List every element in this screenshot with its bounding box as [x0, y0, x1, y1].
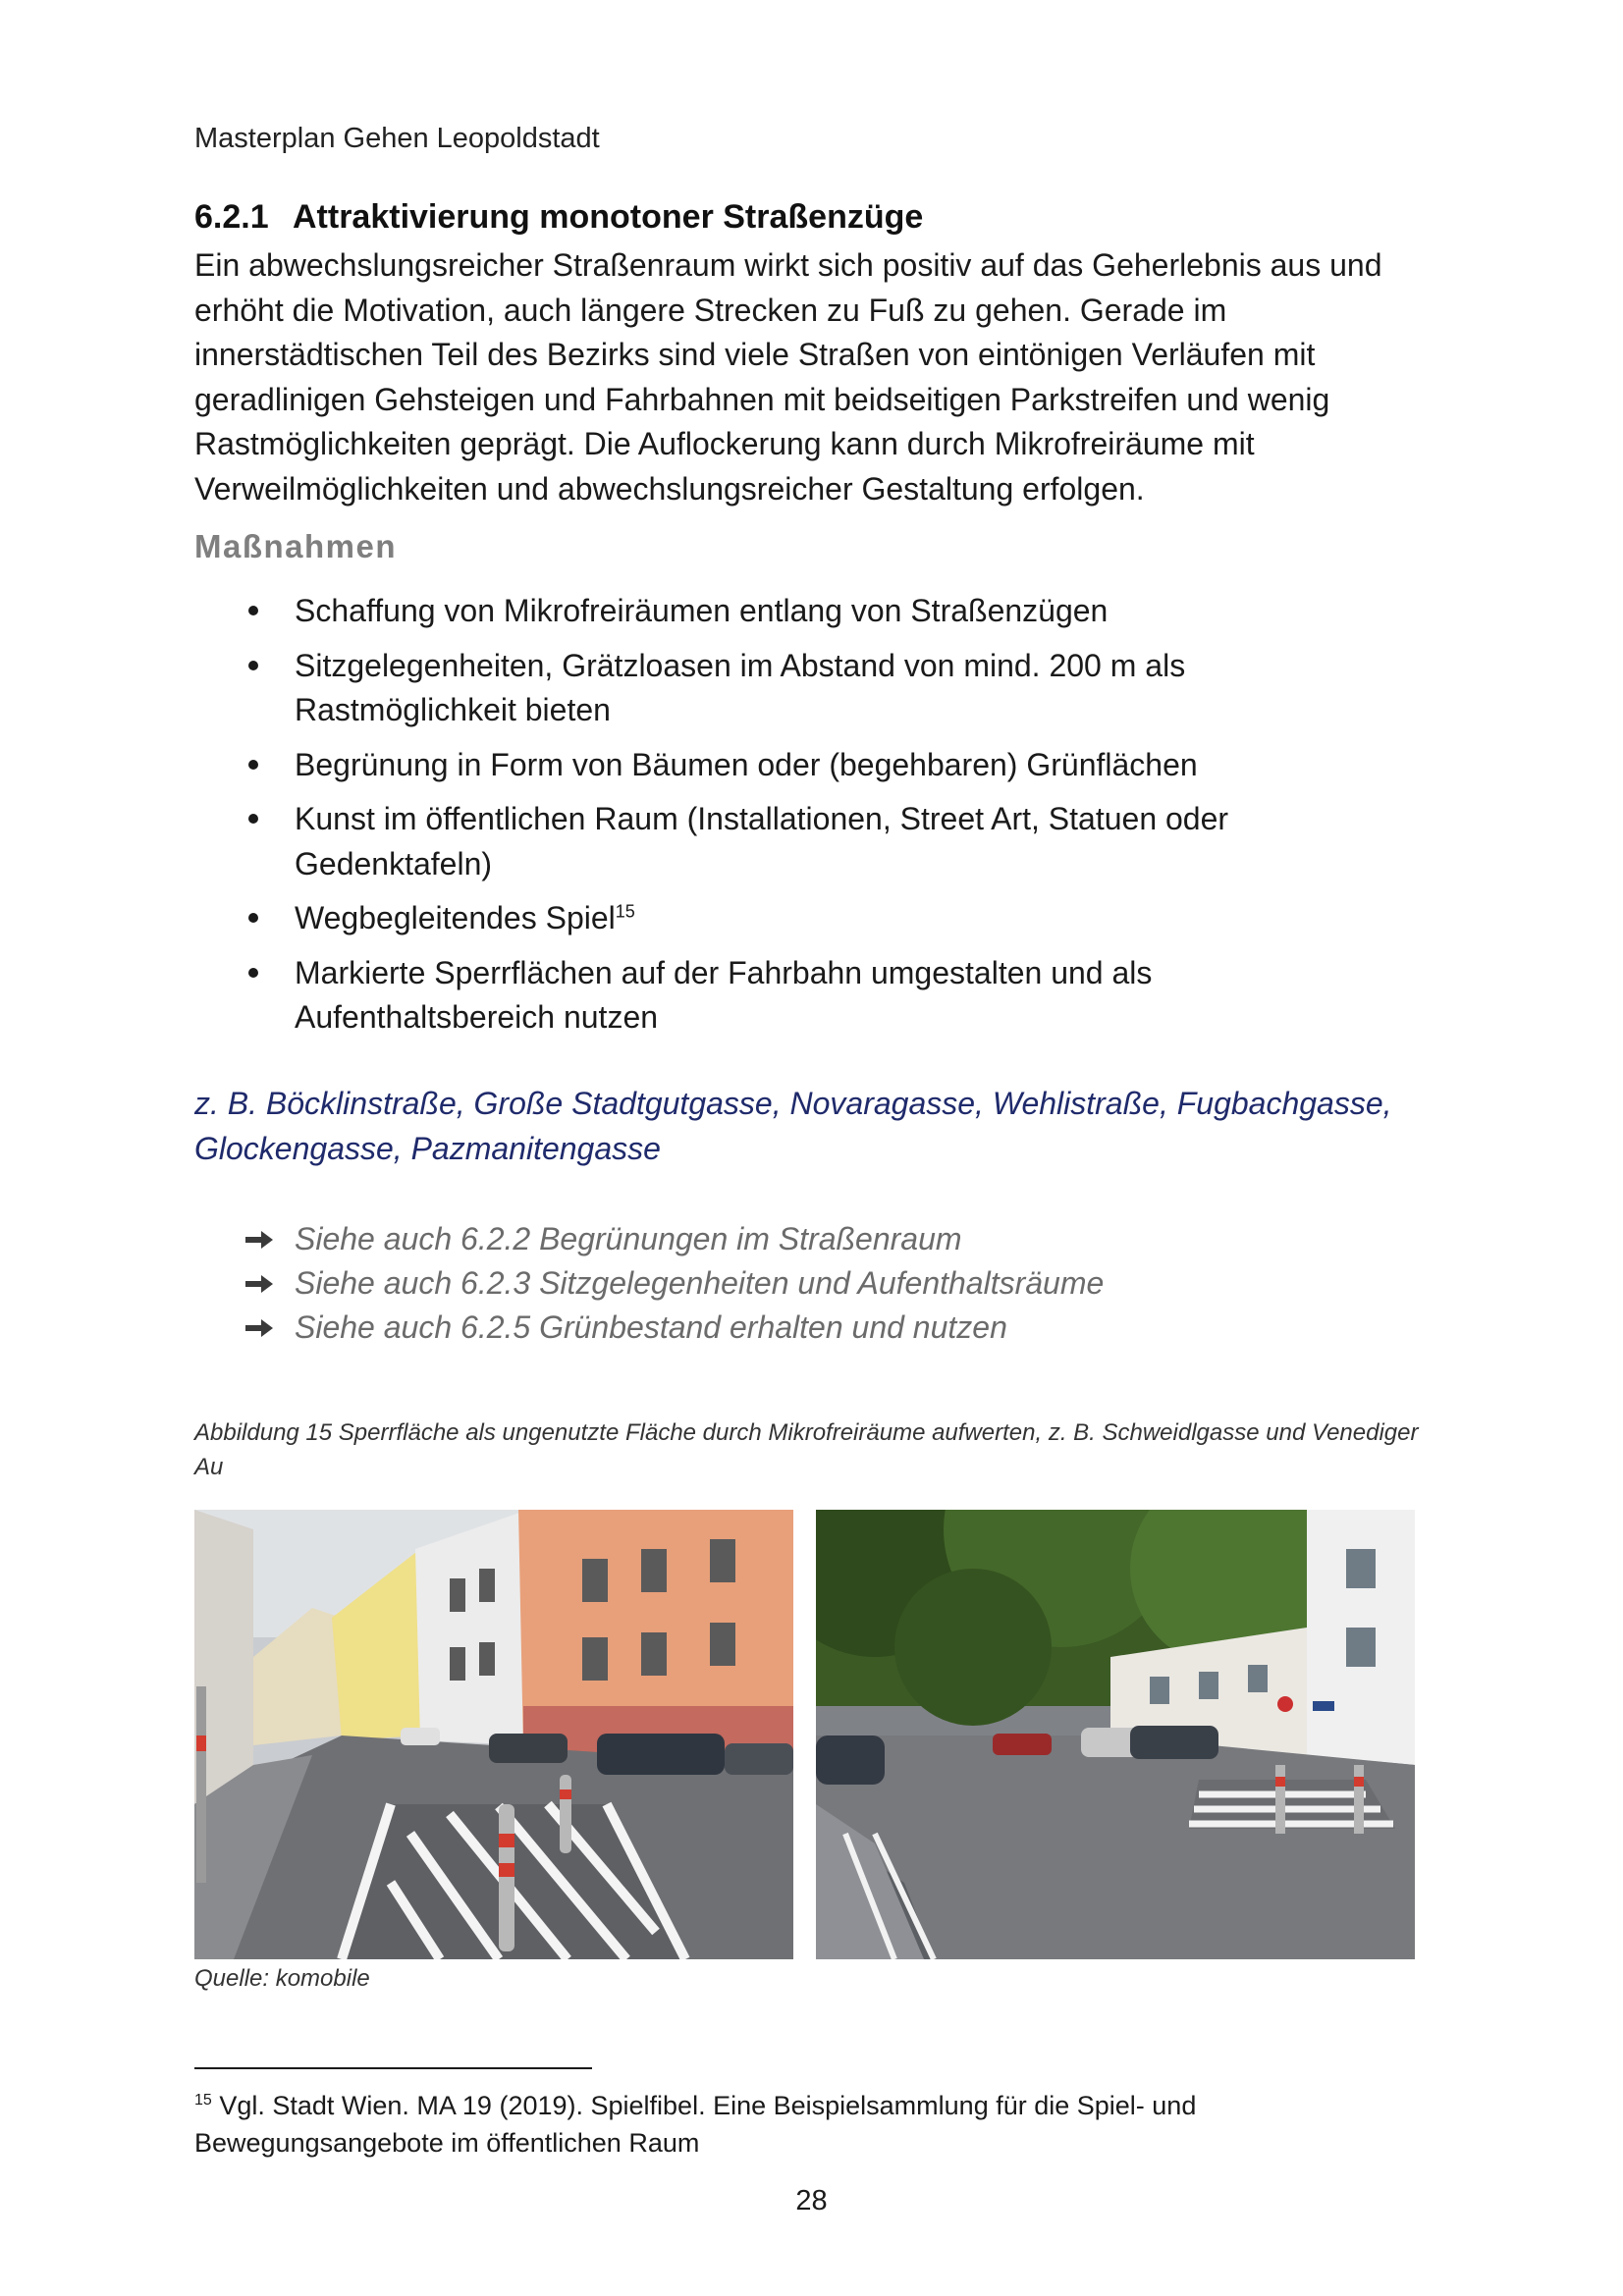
- list-item: Sitzgelegenheiten, Grätzloasen im Abstand von mind. 200 m als Rastmöglichkeit bieten: [194, 644, 1373, 733]
- street-examples: z. B. Böcklinstraße, Große Stadtgutgasse, Novaragasse, Wehlistraße, Fugbachgasse, Glockengasse, Pazmanitengasse: [194, 1086, 1392, 1166]
- list-item: Markierte Sperrflächen auf der Fahrbahn umgestalten und als Aufenthaltsbereich nutzen: [194, 951, 1373, 1041]
- list-item: Wegbegleitendes Spiel$^{15}$: [194, 896, 1373, 941]
- cross-reference-item[interactable]: Siehe auch 6.2.2 Begrünungen im Straßenraum: [194, 1217, 1104, 1261]
- arrow-right-icon: [244, 1318, 274, 1338]
- page-number: 28: [795, 2185, 828, 2216]
- bullet-icon: [248, 661, 258, 670]
- street-photo-right: [816, 1510, 1415, 1959]
- list-item: Schaffung von Mikrofreiräumen entlang von Straßenzügen: [194, 589, 1373, 634]
- intro-paragraph: Ein abwechslungsreicher Straßenraum wirkt sich positiv auf das Geherlebnis aus und erhöht die Motivation, auch längere Strecken zu Fuß zu gehen. Gerade im innerstädtischen Teil des Bezirks sind viele Straßen von eintönigen Verläufen mit geradlinigen Gehsteigen und Fahrbahnen mit beidseitigen Parkstreifen und wenig Rastmöglichkeiten geprägt. Die Auflockerung kann durch Mikrofreiräume mit Verweilmöglichkeiten und abwechslungsreicher Gestaltung erfolgen.: [194, 247, 1382, 507]
- arrow-right-icon: [244, 1230, 274, 1250]
- section-heading: [194, 198, 923, 237]
- measures-list: [194, 589, 1373, 1050]
- cross-reference-item[interactable]: Siehe auch 6.2.5 Grünbestand erhalten und nutzen: [194, 1306, 1104, 1350]
- street-photo-left: [194, 1510, 793, 1959]
- arrow-right-icon: [244, 1274, 274, 1294]
- footnote-number: 15: [194, 2092, 212, 2109]
- bullet-icon: [248, 913, 258, 923]
- bullet-icon: [248, 968, 258, 978]
- footnote-reference[interactable]: 15: [615, 901, 635, 922]
- bullet-icon: [248, 814, 258, 824]
- bullet-icon: [248, 760, 258, 770]
- figure-caption: Abbildung 15 Sperrfläche als ungenutzte Fläche durch Mikrofreiräume aufwerten, z. B. Schweidlgasse und Venediger Au: [194, 1419, 1419, 1480]
- section-number: 6.2.1: [194, 198, 269, 236]
- footnote-divider: [194, 2067, 592, 2069]
- running-header: Masterplan Gehen Leopoldstadt: [194, 123, 600, 154]
- footnote: [194, 2087, 1432, 2162]
- list-item: Kunst im öffentlichen Raum (Installationen, Street Art, Statuen oder Gedenktafeln): [194, 797, 1373, 886]
- footnote-text: Vgl. Stadt Wien. MA 19 (2019). Spielfibel. Eine Beispielsammlung für die Spiel- und Bewegungsangebote im öffentlichen Raum: [194, 2091, 1197, 2158]
- list-item: Begrünung in Form von Bäumen oder (begehbaren) Grünflächen: [194, 743, 1373, 788]
- cross-reference-item[interactable]: Siehe auch 6.2.3 Sitzgelegenheiten und Aufenthaltsräume: [194, 1261, 1104, 1306]
- measures-heading: Maßnahmen: [194, 528, 398, 564]
- cross-references: [194, 1217, 1104, 1350]
- image-source: Quelle: komobile: [194, 1965, 370, 1992]
- bullet-icon: [248, 606, 258, 615]
- section-title: Attraktivierung monotoner Straßenzüge: [293, 198, 924, 236]
